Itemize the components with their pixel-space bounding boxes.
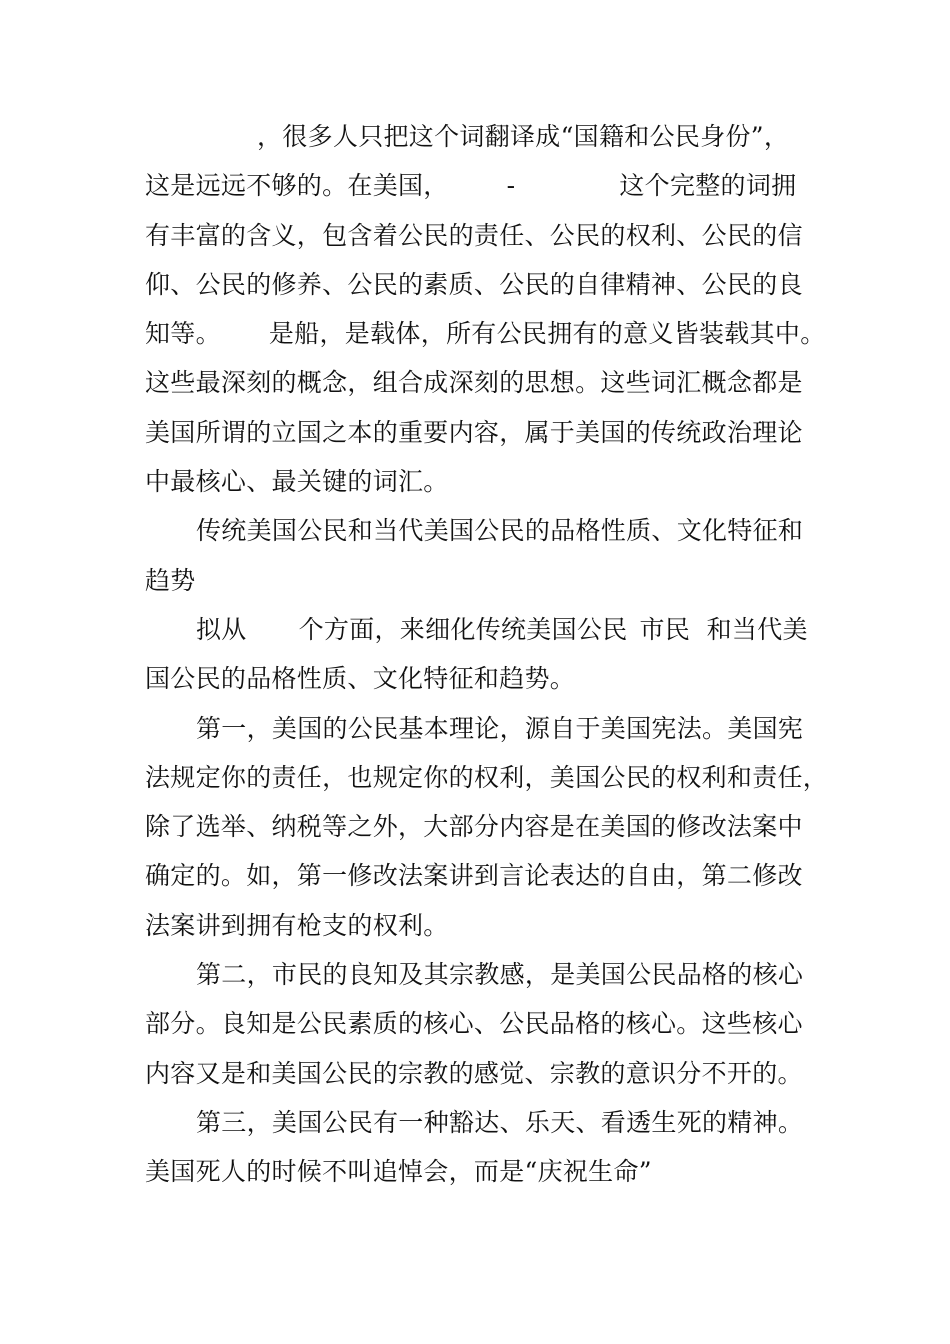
- line-text: 有丰富的含义，包含着公民的责任、公民的权利、公民的信: [145, 220, 803, 250]
- text-line: [145, 753, 829, 802]
- text-line: [145, 506, 810, 555]
- line-text: 第一，美国的公民基本理论，源自于美国宪法。美国宪: [196, 713, 804, 743]
- text-line: [145, 901, 810, 950]
- line-text: 是船，是载体，所有公民拥有的意义皆装载其中。: [268, 319, 826, 349]
- line-text: -: [506, 171, 516, 201]
- text-line: [145, 1147, 810, 1196]
- text-line: [145, 457, 810, 506]
- text-line: [145, 1049, 810, 1098]
- text-line: [145, 358, 810, 407]
- text-line: [145, 309, 826, 358]
- line-text: 知等。: [145, 319, 221, 349]
- text-line: [145, 605, 810, 654]
- text-line: [145, 851, 810, 900]
- line-text: 法规定你的责任，也规定你的权利，美国公民的权利和责任，: [145, 762, 829, 792]
- line-text: 内容又是和美国公民的宗教的感觉、宗教的意识分不开的。: [145, 1058, 803, 1088]
- line-text: 市民 和当代美: [639, 614, 808, 644]
- text-line: [145, 112, 810, 161]
- line-text: 趋势: [145, 565, 196, 595]
- line-text: 传统美国公民和当代美国公民的品格性质、文化特征和: [196, 516, 804, 546]
- line-text: 确定的。如，第一修改法案讲到言论表达的自由，第二修改: [145, 861, 803, 891]
- line-text: 美国死人的时候不叫追悼会，而是“庆祝生命”: [145, 1157, 652, 1187]
- line-text: 仰、公民的修养、公民的素质、公民的自律精神、公民的良: [145, 269, 803, 299]
- line-text: 第三，美国公民有一种豁达、乐天、看透生死的精神。: [196, 1107, 804, 1137]
- line-text: 中最核心、最关键的词汇。: [145, 467, 449, 497]
- line-text: 部分。良知是公民素质的核心、公民品格的核心。这些核心: [145, 1009, 803, 1039]
- line-text: 个方面，来细化传统美国公民: [298, 614, 628, 644]
- line-text: 这些最深刻的概念，组合成深刻的思想。这些词汇概念都是: [145, 368, 803, 398]
- text-line: [145, 260, 810, 309]
- text-line: [145, 950, 810, 999]
- line-text: 除了选举、纳税等之外，大部分内容是在美国的修改法案中: [145, 812, 803, 842]
- line-text: ，很多人只把这个词翻译成“国籍和公民身份”，: [257, 122, 790, 151]
- text-line: [145, 999, 810, 1048]
- line-text: 法案讲到拥有枪支的权利。: [145, 910, 449, 940]
- text-line: [145, 802, 810, 851]
- text-line: [145, 211, 810, 260]
- line-text: 这是远远不够的。在美国，: [145, 171, 449, 201]
- line-text: 这个完整的词拥: [619, 171, 797, 201]
- text-line: [145, 161, 810, 210]
- line-text: 拟从: [196, 614, 247, 644]
- line-text: 美国所谓的立国之本的重要内容，属于美国的传统政治理论: [145, 417, 803, 447]
- document-page: [145, 112, 829, 1197]
- text-line: [145, 408, 810, 457]
- line-text: 国公民的品格性质、文化特征和趋势。: [145, 664, 576, 694]
- text-line: [145, 654, 810, 703]
- text-line: [145, 1098, 810, 1147]
- text-line: [145, 704, 810, 753]
- line-text: 第二，市民的良知及其宗教感，是美国公民品格的核心: [196, 960, 804, 990]
- text-line: [145, 556, 810, 605]
